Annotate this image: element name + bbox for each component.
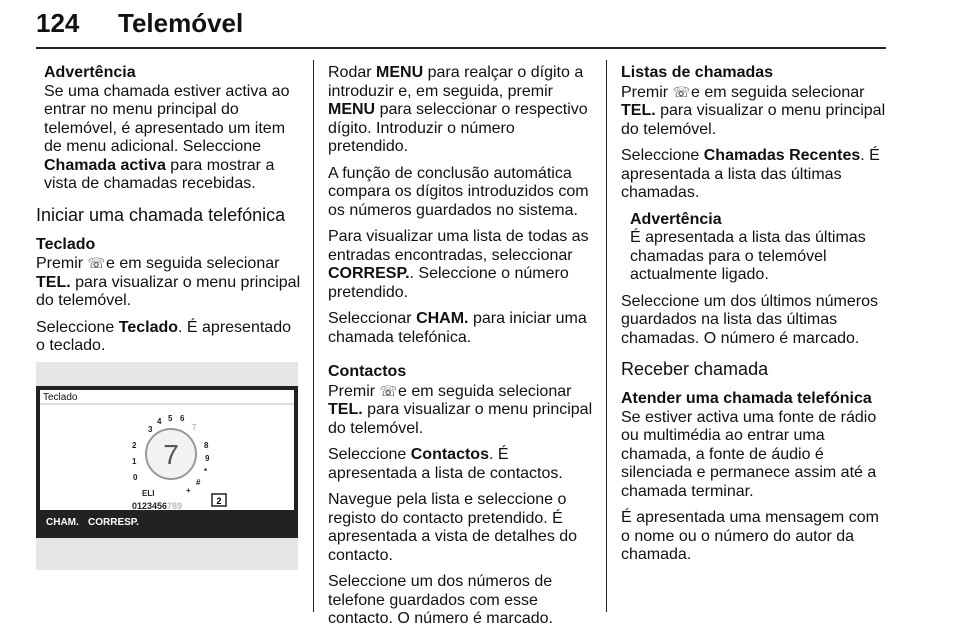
softkey-call: CHAM. [46,517,79,528]
note-bold: Chamada activa [44,156,166,174]
column-divider-2 [606,60,607,612]
note-heading: Advertência [44,64,136,81]
entered-number: 0123456 [132,501,168,510]
dial-digit: 0 [133,473,138,482]
paragraph: Se estiver activa uma fonte de rádio ou multimédia ao entrar uma chamada, a fonte de áudio é silenciada e permanece assim até a chamada terminar. [621,408,877,500]
entry-label: ELI [142,489,155,498]
note-heading: Advertência [630,210,722,228]
bold-term: TEL. [36,273,71,291]
page-header [36,2,886,46]
paragraph [36,319,302,356]
text: Premir [328,382,376,400]
bold-term: TEL. [621,102,656,119]
paragraph [621,147,887,203]
paragraph [328,228,594,302]
softkey-matches: CORRESP. [88,517,139,528]
bold-term: Contactos [410,446,489,463]
sub-heading: Atender uma chamada telefónica [621,390,872,407]
paragraph [328,310,594,347]
bold-term: Teclado [118,318,179,336]
screen-content [40,390,294,510]
column-1 [36,64,302,364]
text: Premir [621,83,669,101]
phone-icon: ☏ [87,255,106,271]
text: e em seguida selecionar [106,255,280,272]
text: Premir [36,255,84,272]
text: para realçar o dígito a introduzir e, em seguida, premir [328,64,584,100]
paragraph: Navegue pela lista e seleccione o registo do contacto pretendido. É apresentada a vista de detalhes do contacto. [328,491,578,564]
paragraph: É apresentada uma mensagem com o nome ou o número do autor da chamada. [621,509,879,563]
text: para visualizar o menu principal do telemóvel. [36,273,301,309]
text: Seleccione [328,446,407,463]
text: para visualizar o menu principal do telemóvel. [328,401,593,437]
paragraph [328,382,594,439]
header-rule [36,47,886,49]
dial-digit: 1 [132,457,137,466]
text: e em seguida selecionar [691,83,865,101]
text: . É apresentada a lista de contactos. [328,446,563,482]
note-body [44,83,302,194]
paragraph [36,254,302,311]
text: e em seguida selecionar [398,382,572,400]
dial-digit: 2 [132,441,137,450]
dial-digit: 6 [180,414,185,423]
bold-term: TEL. [328,401,363,418]
text: Seleccionar [328,310,412,327]
dial-digit: 8 [204,441,209,450]
dial-digit: * [204,467,208,476]
text: Seleccione [621,147,700,164]
text: . Seleccione o número pretendido. [328,265,569,301]
paragraph [621,83,887,140]
dial-digit: 9 [205,454,210,463]
dial-digit: 5 [168,414,173,423]
bold-term: MENU [376,64,424,81]
keypad-figure [36,362,298,570]
section-title: Receber chamada [621,359,769,379]
dial-wheel [40,390,294,510]
paragraph: Seleccione um dos últimos números guardados na lista das últimas chamadas. O número é marcado. [621,292,879,347]
screen-title: Teclado [43,392,78,403]
dial-digit: 4 [157,417,162,426]
bold-term: MENU [328,101,376,118]
text: . É apresentado o teclado. [36,318,291,354]
entered-number-dim: 789 [167,501,183,510]
text: . É apresentada a lista das últimas chamadas. [621,147,880,201]
text: Para visualizar uma lista de todas as entradas encontradas, seleccionar [328,228,589,264]
column-2 [328,64,594,637]
dial-digit: # [196,478,201,487]
paragraph [328,446,594,483]
note-text: Se uma chamada estiver activa ao entrar no menu principal do telemóvel, é apresentado um item de menu adicional. Seleccione [44,82,290,155]
section-title: Iniciar uma chamada telefónica [36,204,286,225]
text: para visualizar o menu principal do telemóvel. [621,102,886,138]
display-screen [36,386,298,538]
paragraph: A função de conclusão automática compara os dígitos introduzidos com os números guardados no sistema. [328,164,589,219]
paragraph [328,64,594,157]
phone-icon: ☏ [379,382,398,399]
phone-icon: ☏ [672,83,691,100]
paragraph: Seleccione um dos números de telefone guardados com esse contacto. O número é marcado. [328,573,553,627]
note-text-2: para mostrar a vista de chamadas recebidas. [44,156,275,192]
softkey-bar [36,513,290,533]
text: para iniciar uma chamada telefónica. [328,310,587,346]
page-title: Telemóvel [118,8,244,38]
sub-heading: Teclado [36,235,96,253]
text: para seleccionar o respectivo dígito. Introduzir o número pretendido. [328,101,588,155]
column-divider-1 [313,60,314,612]
note-block [621,211,887,285]
dial-digit: + [186,486,191,495]
callout-number: 2 [216,496,222,506]
sub-heading: Contactos [328,363,407,380]
selected-digit: 7 [163,439,179,470]
note-body: É apresentada a lista das últimas chamadas para o telemóvel actualmente ligado. [630,229,866,283]
dial-digit: 3 [148,425,153,434]
dial-digit: 7 [192,423,197,432]
bold-term: CHAM. [416,310,469,327]
note-block [36,64,302,194]
sub-heading: Listas de chamadas [621,64,774,81]
column-3 [621,64,887,573]
text: Rodar [328,64,372,81]
text: Seleccione [36,318,115,336]
bold-term: Chamadas Recentes [703,147,861,164]
bold-term: CORRESP. [328,265,410,282]
page-number: 124 [36,8,80,38]
